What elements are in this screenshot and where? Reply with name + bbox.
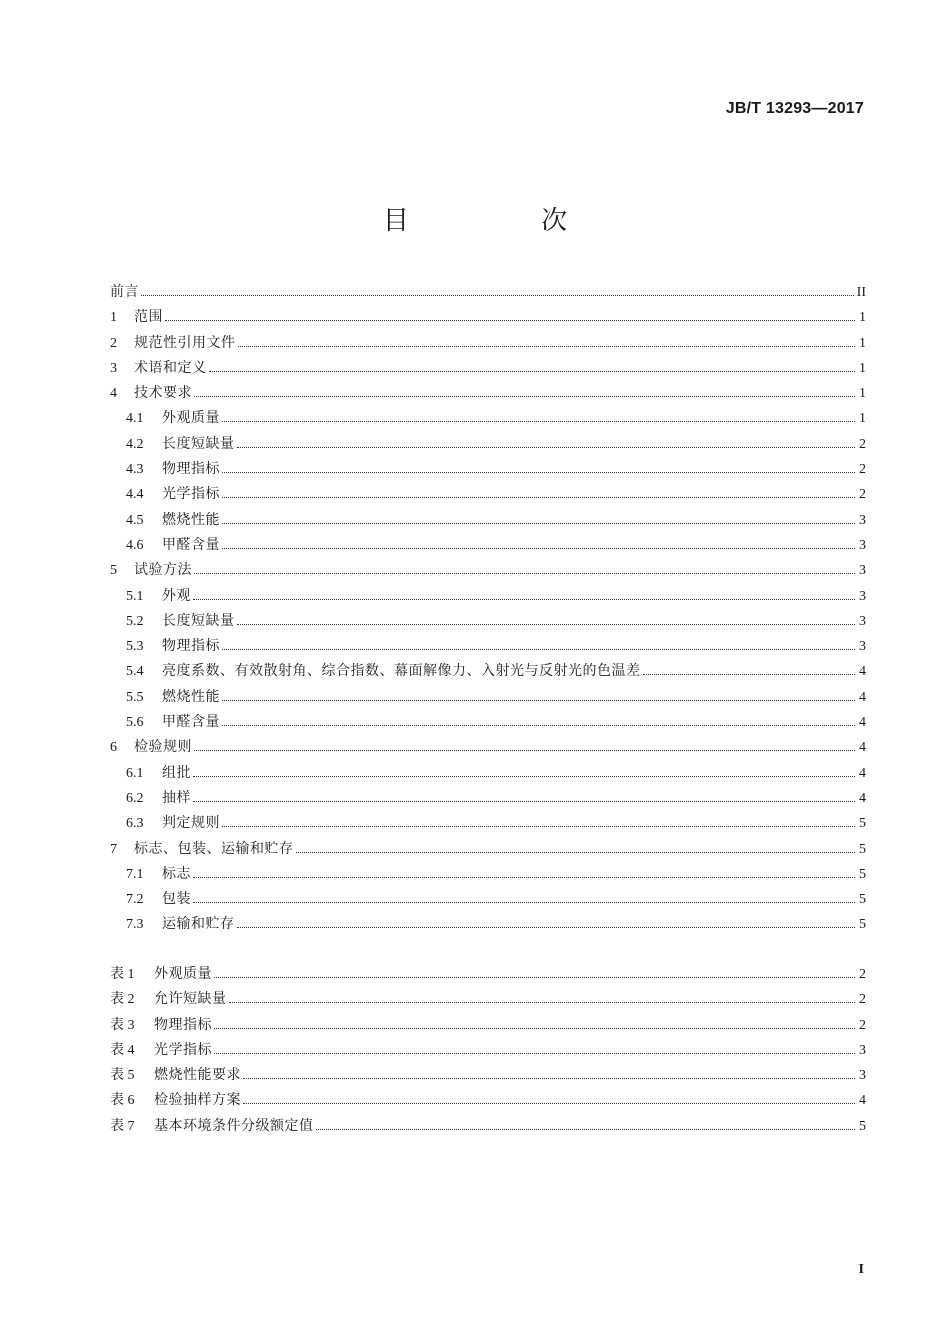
page-reference: 5 xyxy=(859,866,866,882)
table-title: 外观质量 xyxy=(154,966,212,982)
dot-leader xyxy=(222,724,855,726)
page-reference: 1 xyxy=(859,386,866,402)
page-number: I xyxy=(858,1262,864,1277)
section-title: 前言 xyxy=(110,284,139,300)
dot-leader xyxy=(238,345,856,347)
table-number: 表 2 xyxy=(110,992,135,1008)
section-title: 运输和贮存 xyxy=(162,916,235,933)
section-title: 判定规则 xyxy=(162,815,220,832)
page-reference: 4 xyxy=(859,740,866,756)
page-reference: 2 xyxy=(859,436,866,452)
section-title: 光学指标 xyxy=(162,486,220,503)
dot-leader xyxy=(237,446,856,448)
toc-entry[interactable] xyxy=(110,812,866,837)
dot-leader xyxy=(193,901,855,903)
dot-leader xyxy=(222,420,855,422)
section-number: 6 xyxy=(110,740,117,756)
table-title: 燃烧性能要求 xyxy=(154,1067,241,1084)
dot-leader xyxy=(229,1001,856,1003)
section-number: 7.3 xyxy=(126,917,144,933)
list-of-tables xyxy=(110,963,866,1140)
toc-entry[interactable] xyxy=(110,762,866,787)
page-reference: 5 xyxy=(859,816,866,832)
standard-code: JB/T 13293—2017 xyxy=(725,100,864,117)
dot-leader xyxy=(222,522,855,524)
page-reference: 5 xyxy=(859,892,866,908)
section-number: 5.1 xyxy=(126,588,144,604)
page-reference: 4 xyxy=(859,765,866,781)
section-number: 7 xyxy=(110,841,117,857)
table-number: 表 3 xyxy=(110,1017,135,1033)
page-reference: 2 xyxy=(859,487,866,503)
section-title: 亮度系数、有效散射角、综合指数、幕面解像力、入射光与反射光的色温差 xyxy=(162,663,641,680)
page-reference: 4 xyxy=(859,1093,866,1109)
toc-entry[interactable] xyxy=(110,357,866,382)
section-title: 抽样 xyxy=(162,789,191,806)
page-reference: 1 xyxy=(859,335,866,351)
dot-leader xyxy=(193,800,855,802)
page-reference: 4 xyxy=(859,689,866,705)
page-reference: 5 xyxy=(859,917,866,933)
dot-leader xyxy=(209,370,856,372)
toc-entry[interactable] xyxy=(110,610,866,635)
dot-leader xyxy=(193,598,855,600)
dot-leader xyxy=(214,1052,855,1054)
toc-entry[interactable] xyxy=(110,686,866,711)
page-reference: 2 xyxy=(859,462,866,478)
section-number: 2 xyxy=(110,335,117,351)
table-title: 光学指标 xyxy=(154,1041,212,1058)
table-list-entry[interactable] xyxy=(110,1039,866,1064)
section-number: 4.3 xyxy=(126,462,144,478)
table-title: 检验抽样方案 xyxy=(154,1092,241,1109)
section-number: 4.4 xyxy=(126,487,144,503)
dot-leader xyxy=(316,1128,856,1130)
toc-entry[interactable] xyxy=(110,382,866,407)
page-reference: 3 xyxy=(859,1068,866,1084)
section-title: 技术要求 xyxy=(134,385,192,402)
page-reference: 2 xyxy=(859,992,866,1008)
section-title: 术语和定义 xyxy=(134,359,207,376)
section-title: 长度短缺量 xyxy=(162,612,235,629)
dot-leader xyxy=(194,572,855,574)
section-title: 标志 xyxy=(162,865,191,882)
toc-entry[interactable] xyxy=(110,281,866,306)
table-title: 允许短缺量 xyxy=(154,991,227,1008)
section-title: 检验规则 xyxy=(134,739,192,756)
toc-entry[interactable] xyxy=(110,787,866,812)
table-title: 物理指标 xyxy=(154,1016,212,1033)
page-reference: 3 xyxy=(859,537,866,553)
toc-entry[interactable] xyxy=(110,913,866,938)
toc-entry[interactable] xyxy=(110,863,866,888)
dot-leader xyxy=(222,699,855,701)
toc-entry[interactable] xyxy=(110,736,866,761)
dot-leader xyxy=(222,471,855,473)
section-title: 标志、包装、运输和贮存 xyxy=(134,840,294,857)
toc-entry[interactable] xyxy=(110,433,866,458)
table-list-entry[interactable] xyxy=(110,1064,866,1089)
toc-entry[interactable] xyxy=(110,838,866,863)
dot-leader xyxy=(237,926,856,928)
dot-leader xyxy=(222,547,855,549)
table-of-contents xyxy=(110,281,866,939)
table-number: 表 5 xyxy=(110,1068,135,1084)
page-reference: 2 xyxy=(859,1017,866,1033)
section-title: 物理指标 xyxy=(162,461,220,478)
page-reference: 5 xyxy=(859,841,866,857)
section-title: 试验方法 xyxy=(134,562,192,579)
page-reference: 1 xyxy=(859,411,866,427)
table-list-entry[interactable] xyxy=(110,1014,866,1039)
section-title: 包装 xyxy=(162,891,191,908)
table-list-entry[interactable] xyxy=(110,963,866,988)
section-title: 外观质量 xyxy=(162,410,220,427)
toc-entry[interactable] xyxy=(110,559,866,584)
dot-leader xyxy=(193,775,855,777)
page-reference: 1 xyxy=(859,360,866,376)
section-title: 燃烧性能 xyxy=(162,688,220,705)
dot-leader xyxy=(237,623,856,625)
section-title: 范围 xyxy=(134,309,163,326)
toc-entry[interactable] xyxy=(110,711,866,736)
toc-entry[interactable] xyxy=(110,660,866,685)
toc-entry[interactable] xyxy=(110,888,866,913)
section-title: 组批 xyxy=(162,764,191,781)
table-title: 基本环境条件分级额定值 xyxy=(154,1117,314,1134)
section-number: 6.2 xyxy=(126,790,144,806)
toc-entry[interactable] xyxy=(110,509,866,534)
section-title: 燃烧性能 xyxy=(162,511,220,528)
table-list-entry[interactable] xyxy=(110,1089,866,1114)
section-number: 4 xyxy=(110,386,117,402)
section-number: 5.6 xyxy=(126,715,144,731)
section-title: 甲醛含量 xyxy=(162,714,220,731)
page-reference: 4 xyxy=(859,664,866,680)
section-number: 5.2 xyxy=(126,613,144,629)
table-number: 表 6 xyxy=(110,1093,135,1109)
page-reference: 3 xyxy=(859,639,866,655)
section-number: 5.4 xyxy=(126,664,144,680)
section-number: 5.3 xyxy=(126,639,144,655)
toc-entry[interactable] xyxy=(110,306,866,331)
page-reference: 4 xyxy=(859,715,866,731)
page-reference: 5 xyxy=(859,1118,866,1134)
dot-leader xyxy=(165,319,855,321)
page-reference: II xyxy=(856,285,866,300)
section-number: 7.2 xyxy=(126,892,144,908)
dot-leader xyxy=(243,1077,855,1079)
dot-leader xyxy=(214,1027,855,1029)
toc-entry[interactable] xyxy=(110,585,866,610)
dot-leader xyxy=(243,1102,855,1104)
section-number: 4.2 xyxy=(126,436,144,452)
section-number: 6.3 xyxy=(126,816,144,832)
toc-entry[interactable] xyxy=(110,458,866,483)
page-reference: 1 xyxy=(859,310,866,326)
section-number: 1 xyxy=(110,310,117,326)
dot-leader xyxy=(141,294,854,296)
section-number: 3 xyxy=(110,360,117,376)
page-reference: 3 xyxy=(859,613,866,629)
table-list-entry[interactable] xyxy=(110,988,866,1013)
section-number: 6.1 xyxy=(126,765,144,781)
section-title: 规范性引用文件 xyxy=(134,334,236,351)
dot-leader xyxy=(194,749,855,751)
dot-leader xyxy=(214,976,855,978)
dot-leader xyxy=(222,648,855,650)
page-title: 目 次 xyxy=(382,206,630,236)
section-title: 甲醛含量 xyxy=(162,536,220,553)
section-number: 7.1 xyxy=(126,866,144,882)
section-number: 4.6 xyxy=(126,537,144,553)
page-reference: 3 xyxy=(859,1042,866,1058)
dot-leader xyxy=(222,825,855,827)
table-number: 表 4 xyxy=(110,1042,135,1058)
section-number: 4.5 xyxy=(126,512,144,528)
dot-leader xyxy=(222,496,855,498)
page-reference: 2 xyxy=(859,967,866,982)
page-reference: 3 xyxy=(859,512,866,528)
section-title: 物理指标 xyxy=(162,638,220,655)
dot-leader xyxy=(296,851,856,853)
table-list-entry[interactable] xyxy=(110,1115,866,1140)
page-reference: 3 xyxy=(859,588,866,604)
toc-entry[interactable] xyxy=(110,332,866,357)
toc-entry[interactable] xyxy=(110,483,866,508)
dot-leader xyxy=(193,876,855,878)
page-reference: 3 xyxy=(859,563,866,579)
toc-entry[interactable] xyxy=(110,534,866,559)
dot-leader xyxy=(643,673,856,675)
table-number: 表 7 xyxy=(110,1118,135,1134)
table-number: 表 1 xyxy=(110,967,135,982)
section-number: 5 xyxy=(110,563,117,579)
toc-entry[interactable] xyxy=(110,635,866,660)
section-title: 长度短缺量 xyxy=(162,435,235,452)
section-title: 外观 xyxy=(162,587,191,604)
toc-entry[interactable] xyxy=(110,407,866,432)
section-number: 5.5 xyxy=(126,689,144,705)
dot-leader xyxy=(194,395,855,397)
page-reference: 4 xyxy=(859,790,866,806)
section-number: 4.1 xyxy=(126,411,144,427)
